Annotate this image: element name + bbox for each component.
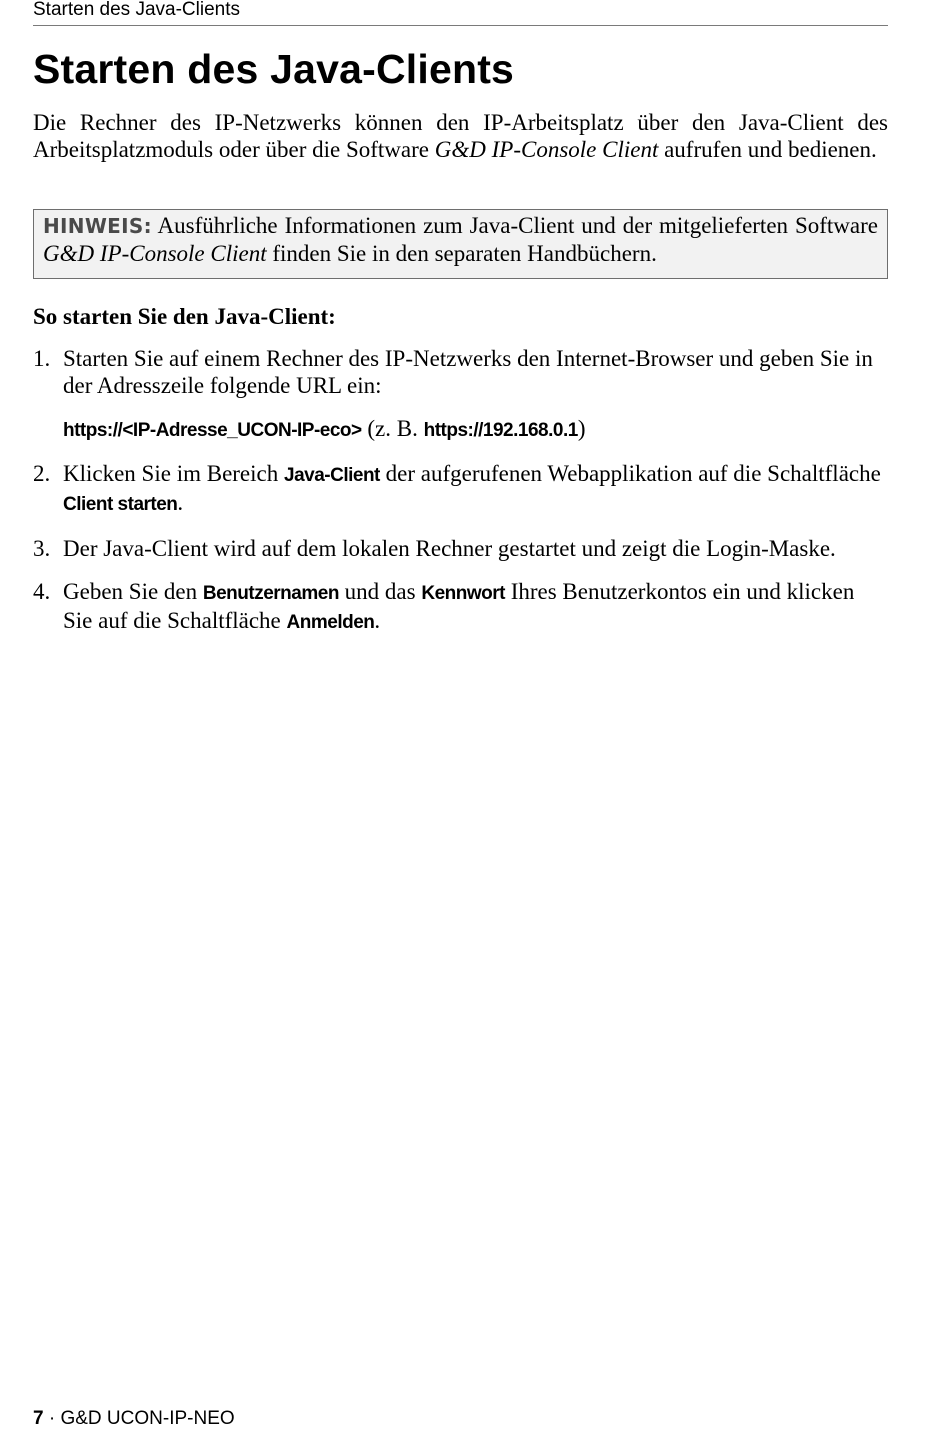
step-text-part: Geben Sie den bbox=[63, 579, 203, 604]
note-box bbox=[33, 209, 888, 279]
step-text: Der Java-Client wird auf dem lokalen Rechner gestartet und zeigt die Login-Maske. bbox=[63, 536, 836, 561]
intro-text-1: Die Rechner des IP-Netzwerks können den IP-Arbeitsplatz über den Java-Client des Arbeitsplatzmoduls oder über die Software bbox=[33, 110, 888, 162]
step-4 bbox=[33, 578, 888, 636]
intro-software-name: G&D IP-Console Client bbox=[434, 137, 659, 162]
ui-term-benutzernamen: Benutzernamen bbox=[202, 583, 339, 604]
footer-separator: · bbox=[43, 1408, 61, 1429]
step-text bbox=[63, 460, 888, 518]
ui-term-kennwort: Kennwort bbox=[421, 583, 505, 604]
note-text-1: Ausführliche Informationen zum Java-Client und der mitgelieferten Software bbox=[151, 213, 878, 238]
url-example-suffix: ) bbox=[577, 416, 586, 441]
ui-term-client-starten: Client starten bbox=[63, 494, 178, 515]
page-number: 7 bbox=[33, 1408, 44, 1429]
steps-list bbox=[33, 345, 888, 636]
step-number: 2. bbox=[33, 461, 51, 486]
step-text-part: . bbox=[374, 608, 381, 633]
step-text-part: . bbox=[177, 490, 184, 515]
product-name: G&D UCON-IP-NEO bbox=[60, 1408, 235, 1429]
ui-term-java-client: Java-Client bbox=[284, 465, 380, 486]
step-number: 4. bbox=[33, 579, 51, 604]
running-head: Starten des Java-Clients bbox=[33, 0, 888, 26]
step-3 bbox=[33, 535, 888, 562]
step-text-part: der aufgerufenen Webapplikation auf die Schaltfläche bbox=[379, 461, 881, 486]
step-2 bbox=[33, 460, 888, 518]
steps-heading: So starten Sie den Java-Client: bbox=[33, 304, 336, 329]
step-text bbox=[63, 578, 888, 636]
step-text-part: Ihres Benutzerkontos ein und klicken Sie auf die Schaltfläche bbox=[63, 579, 855, 633]
url-example: https://192.168.0.1 bbox=[423, 420, 578, 441]
page-title: Starten des Java-Clients bbox=[33, 46, 515, 92]
note-text-2: finden Sie in den separaten Handbüchern. bbox=[266, 241, 657, 266]
step-number: 3. bbox=[33, 536, 51, 561]
note-label: HINWEIS: bbox=[43, 214, 152, 238]
note-software-name: G&D IP-Console Client bbox=[43, 241, 267, 266]
step-number: 1. bbox=[33, 346, 51, 371]
step-1 bbox=[33, 345, 888, 444]
intro-paragraph bbox=[33, 109, 888, 163]
url-template: https://<IP-Adresse_UCON-IP-eco> bbox=[63, 420, 362, 441]
ui-term-anmelden: Anmelden bbox=[286, 612, 375, 633]
step-text-part: Klicken Sie im Bereich bbox=[63, 461, 284, 486]
step-text-part: und das bbox=[338, 579, 422, 604]
intro-text-2: aufrufen und bedienen. bbox=[658, 137, 877, 162]
url-line bbox=[63, 415, 888, 444]
step-text: Starten Sie auf einem Rechner des IP-Netzwerks den Internet-Browser und geben Sie in der Adresszeile folgende URL ein: bbox=[63, 346, 873, 398]
url-example-prefix: (z. B. bbox=[361, 416, 424, 441]
page-footer bbox=[33, 1407, 235, 1431]
